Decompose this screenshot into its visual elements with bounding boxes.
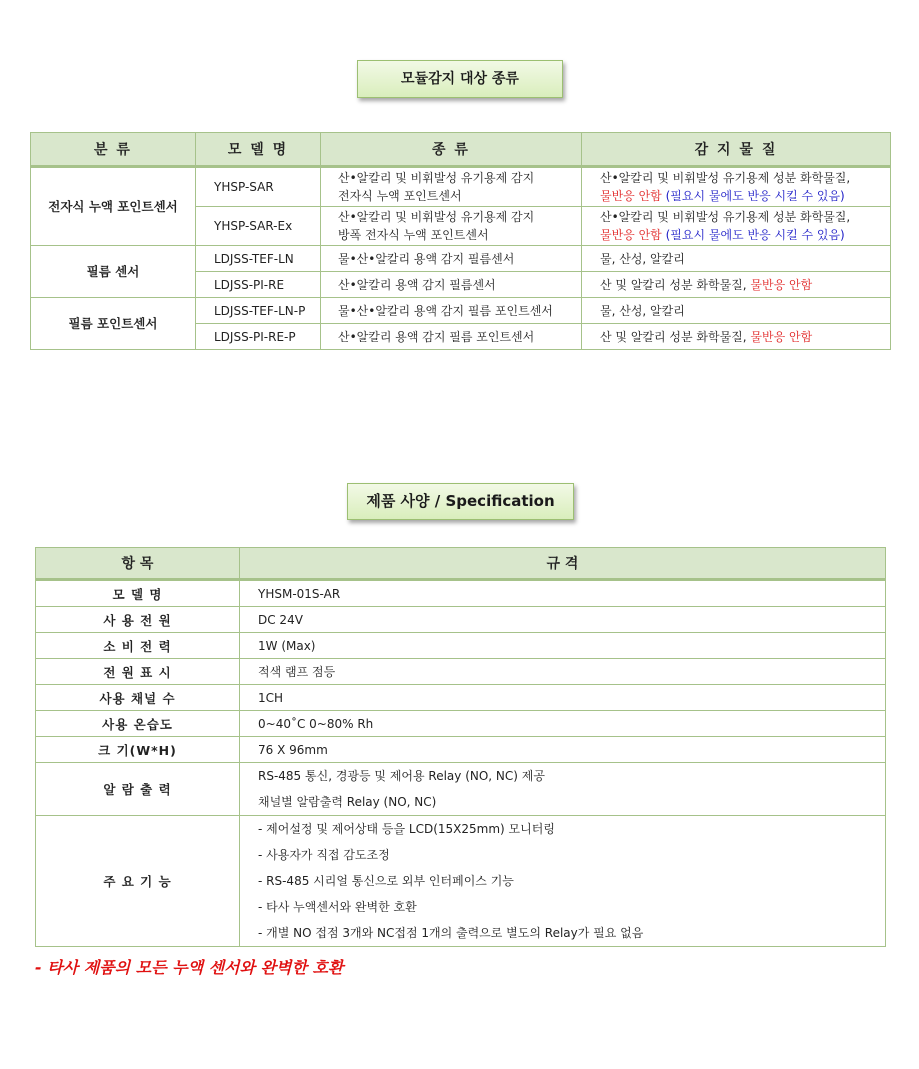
spec-line: - 타사 누액센서와 완벽한 호환 bbox=[258, 900, 417, 914]
header-item: 항 목 bbox=[36, 548, 240, 580]
detect-line: 산•알칼리 및 비휘발성 유기용제 성분 화학물질, bbox=[600, 210, 851, 224]
category-cell: 필름 포인트센서 bbox=[31, 298, 196, 350]
spec-value bbox=[240, 763, 886, 816]
table-row bbox=[31, 298, 891, 324]
no-water-reaction-note: 물반응 안함 bbox=[750, 277, 813, 292]
kind-cell: 산•알칼리 용액 감지 필름센서 bbox=[321, 272, 582, 298]
table-header-row bbox=[36, 548, 886, 580]
spec-item: 전 원 표 시 bbox=[36, 659, 240, 685]
optional-water-note: (필요시 물에도 반응 시킬 수 있음) bbox=[665, 189, 845, 203]
section-title-detection-types: 모듈감지 대상 종류 bbox=[357, 60, 563, 98]
table-row bbox=[36, 633, 886, 659]
table-header-row bbox=[31, 133, 891, 167]
spec-item: 사용 온습도 bbox=[36, 711, 240, 737]
table-row bbox=[36, 607, 886, 633]
detection-types-table bbox=[30, 132, 891, 350]
spec-line: - 제어설정 및 제어상태 등을 LCD(15X25mm) 모니터링 bbox=[258, 822, 555, 836]
model-cell: LDJSS-PI-RE-P bbox=[196, 324, 321, 350]
kind-cell: 물•산•알칼리 용액 감지 필름센서 bbox=[321, 246, 582, 272]
kind-cell: 산•알칼리 용액 감지 필름 포인트센서 bbox=[321, 324, 582, 350]
kind-cell bbox=[321, 207, 582, 246]
table-row bbox=[36, 816, 886, 947]
no-water-reaction-note: 물반응 안함 bbox=[600, 228, 662, 242]
spec-item: 사용 채널 수 bbox=[36, 685, 240, 711]
model-cell: YHSP-SAR-Ex bbox=[196, 207, 321, 246]
spec-value bbox=[240, 816, 886, 947]
spec-item: 사 용 전 원 bbox=[36, 607, 240, 633]
no-water-reaction-note: 물반응 안함 bbox=[750, 329, 813, 344]
header-category: 분 류 bbox=[31, 133, 196, 167]
detect-line bbox=[600, 226, 890, 244]
spec-item: 알 람 출 력 bbox=[36, 763, 240, 816]
table-row bbox=[36, 737, 886, 763]
kind-line: 산•알칼리 및 비휘발성 유기용제 감지 bbox=[338, 171, 535, 185]
model-cell: LDJSS-TEF-LN-P bbox=[196, 298, 321, 324]
spec-value: 76 X 96mm bbox=[240, 737, 886, 763]
kind-cell bbox=[321, 167, 582, 207]
spec-item: 크 기(W*H) bbox=[36, 737, 240, 763]
section-title-specification: 제품 사양 / Specification bbox=[347, 483, 574, 520]
model-cell: LDJSS-TEF-LN bbox=[196, 246, 321, 272]
detect-cell: 물, 산성, 알칼리 bbox=[582, 246, 891, 272]
no-water-reaction-note: 물반응 안함 bbox=[600, 189, 662, 203]
header-model: 모 델 명 bbox=[196, 133, 321, 167]
specification-table bbox=[35, 547, 886, 947]
spec-value: YHSM-01S-AR bbox=[240, 580, 886, 607]
kind-cell: 물•산•알칼리 용액 감지 필름 포인트센서 bbox=[321, 298, 582, 324]
spec-value: 1CH bbox=[240, 685, 886, 711]
detect-cell bbox=[582, 207, 891, 246]
detect-text: 산 및 알칼리 성분 화학물질, bbox=[600, 277, 751, 292]
optional-water-note: (필요시 물에도 반응 시킬 수 있음) bbox=[665, 228, 845, 242]
spec-line: - RS-485 시리얼 통신으로 외부 인터페이스 기능 bbox=[258, 874, 514, 888]
spec-value: 0~40˚C 0~80% Rh bbox=[240, 711, 886, 737]
detect-line bbox=[600, 187, 890, 205]
table-row bbox=[36, 763, 886, 816]
detect-cell: 물, 산성, 알칼리 bbox=[582, 298, 891, 324]
table-row bbox=[31, 167, 891, 207]
spec-value: 적색 램프 점등 bbox=[240, 659, 886, 685]
spec-line: 채널별 알람출력 Relay (NO, NC) bbox=[258, 795, 437, 809]
spec-item: 주 요 기 능 bbox=[36, 816, 240, 947]
kind-line: 전자식 누액 포인트센서 bbox=[338, 189, 462, 203]
detect-line: 산•알칼리 및 비휘발성 유기용제 성분 화학물질, bbox=[600, 171, 851, 185]
table-row bbox=[36, 711, 886, 737]
table-row bbox=[31, 246, 891, 272]
header-spec: 규 격 bbox=[240, 548, 886, 580]
detect-text: 산 및 알칼리 성분 화학물질, bbox=[600, 329, 751, 344]
detect-cell bbox=[582, 272, 891, 298]
table-row bbox=[36, 685, 886, 711]
detect-cell bbox=[582, 324, 891, 350]
spec-item: 소 비 전 력 bbox=[36, 633, 240, 659]
compatibility-notice: - 타사 제품의 모든 누액 센서와 완벽한 호환 bbox=[35, 958, 344, 977]
kind-line: 방폭 전자식 누액 포인트센서 bbox=[338, 228, 489, 242]
category-cell: 전자식 누액 포인트센서 bbox=[31, 167, 196, 246]
spec-line: - 개별 NO 접점 3개와 NC접점 1개의 출력으로 별도의 Relay가 필요 없음 bbox=[258, 926, 644, 940]
model-cell: YHSP-SAR bbox=[196, 167, 321, 207]
header-detect: 감 지 물 질 bbox=[582, 133, 891, 167]
header-kind: 종 류 bbox=[321, 133, 582, 167]
spec-line: - 사용자가 직접 감도조정 bbox=[258, 848, 390, 862]
spec-item: 모 델 명 bbox=[36, 580, 240, 607]
category-cell: 필름 센서 bbox=[31, 246, 196, 298]
table-row bbox=[36, 580, 886, 607]
detect-cell bbox=[582, 167, 891, 207]
spec-value: DC 24V bbox=[240, 607, 886, 633]
model-cell: LDJSS-PI-RE bbox=[196, 272, 321, 298]
table-row bbox=[36, 659, 886, 685]
spec-value: 1W (Max) bbox=[240, 633, 886, 659]
kind-line: 산•알칼리 및 비휘발성 유기용제 감지 bbox=[338, 210, 535, 224]
spec-line: RS-485 통신, 경광등 및 제어용 Relay (NO, NC) 제공 bbox=[258, 769, 545, 783]
